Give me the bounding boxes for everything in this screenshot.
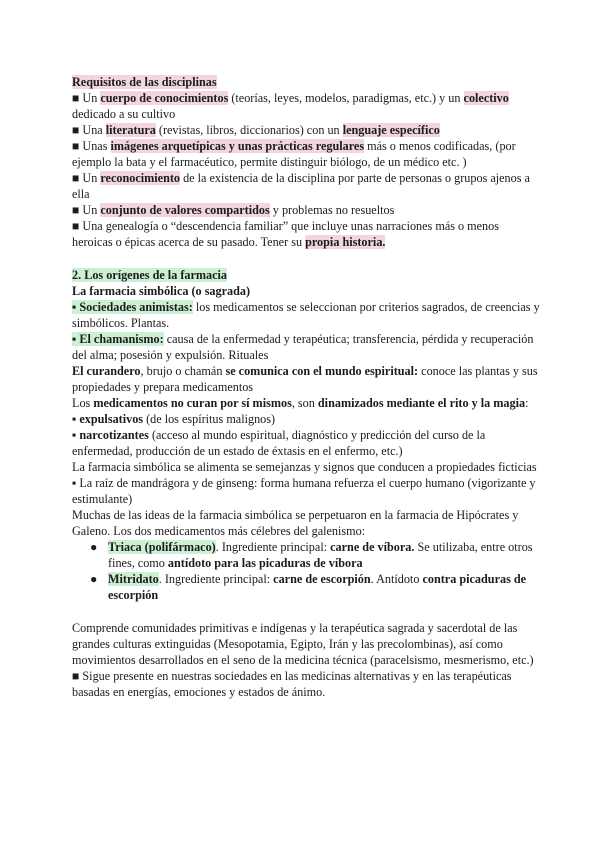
item-expulsativos: ▪ expulsativos (de los espíritus malignos) xyxy=(72,411,276,426)
bullet-icon: ● xyxy=(90,540,98,555)
paragraph-medicamentos: Los medicamentos no curan por sí mismos, son dinamizados mediante el rito y la magia: xyxy=(72,395,529,410)
requisito-literatura: ■ Una literatura (revistas, libros, diccionarios) con un lenguaje específico xyxy=(72,123,440,138)
item-narcotizantes: ▪ narcotizantes (acceso al mundo espiritual, diagnóstico y predicción del curso de la enfermedad, producción de un estado de éxtasis en el enfermo, etc.) xyxy=(72,427,486,459)
paragraph-curandero: El curandero, brujo o chamán se comunica con el mundo espiritual: conoce las plantas y sus propiedades y prepara medicamentos xyxy=(72,363,538,394)
requisito-valores: ■ Un conjunto de valores compartidos y problemas no resueltos xyxy=(72,203,395,218)
requisito-imagenes: ■ Unas imágenes arquetípicas y unas prácticas regulares más o menos codificadas, (por ejemplo la bata y el farmacéutico, permite distinguir biólogo, de un médico etc. ) xyxy=(72,139,516,170)
bullet-icon: ● xyxy=(90,572,98,587)
subtitle-farmacia-simbolica: La farmacia simbólica (o sagrada) xyxy=(72,283,251,298)
item-mandragora: ▪ La raíz de mandrágora y de ginseng: forma humana refuerza el cuerpo humano (vigorizante y estimulante) xyxy=(72,476,536,507)
paragraph-medicinas-alternativas: ■ Sigue presente en nuestras sociedades en las medicinas alternativas y en las terapéuticas basadas en energías, emociones y estados de ánimo. xyxy=(72,668,512,699)
section-title-origenes: 2. Los orígenes de la farmacia xyxy=(72,267,228,282)
list-item-mitridato: ● Mitridato. Ingrediente principal: carne de escorpión. Antídoto contra picaduras de escorpión xyxy=(90,572,527,603)
requisito-cuerpo: ■ Un cuerpo de conocimientos (teorías, leyes, modelos, paradigmas, etc.) y un colectivo dedicado a su cultivo xyxy=(72,91,509,122)
requisito-reconocimiento: ■ Un reconocimiento de la existencia de la disciplina por parte de personas o grupos ajenos a ella xyxy=(72,171,530,202)
paragraph-semejanzas: La farmacia simbólica se alimenta se semejanzas y signos que conducen a propiedades ficticias xyxy=(72,460,537,475)
list-item-triaca: ● Triaca (polifármaco). Ingrediente principal: carne de víbora. Se utilizaba, entre otros fines, como antídoto para las picaduras de víbora xyxy=(90,540,533,571)
section-title-requisitos: Requisitos de las disciplinas xyxy=(72,75,217,89)
paragraph-animistas: ▪ Sociedades animistas: los medicamentos se seleccionan por criterios sagrados, de creencias y simbólicos. Plantas. xyxy=(72,299,540,330)
paragraph-chamanismo: ▪ El chamanismo: causa de la enfermedad y terapéutica; transferencia, pérdida y recuperación del alma; posesión y expulsión. Rituales xyxy=(72,331,534,362)
paragraph-galenismo: Muchas de las ideas de la farmacia simbólica se perpetuaron en la farmacia de Hipócrates y Galeno. Los dos medicamentos más célebres del galenismo: xyxy=(72,508,519,539)
paragraph-comunidades: Comprende comunidades primitivas e indígenas y la terapéutica sagrada y sacerdotal de las grandes culturas extinguidas (Mesopotamia, Egipto, Irán y las precolombinas), así como movimientos desarrollados en el seno de la medicina técnica (paracelsismo, mesmerismo, etc.) xyxy=(72,620,534,667)
requisito-genealogia: ■ Una genealogía o “descendencia familiar” que incluye unas narraciones más o menos heroicas o épicas acerca de su pasado. Tener su propia historia. xyxy=(72,219,499,250)
